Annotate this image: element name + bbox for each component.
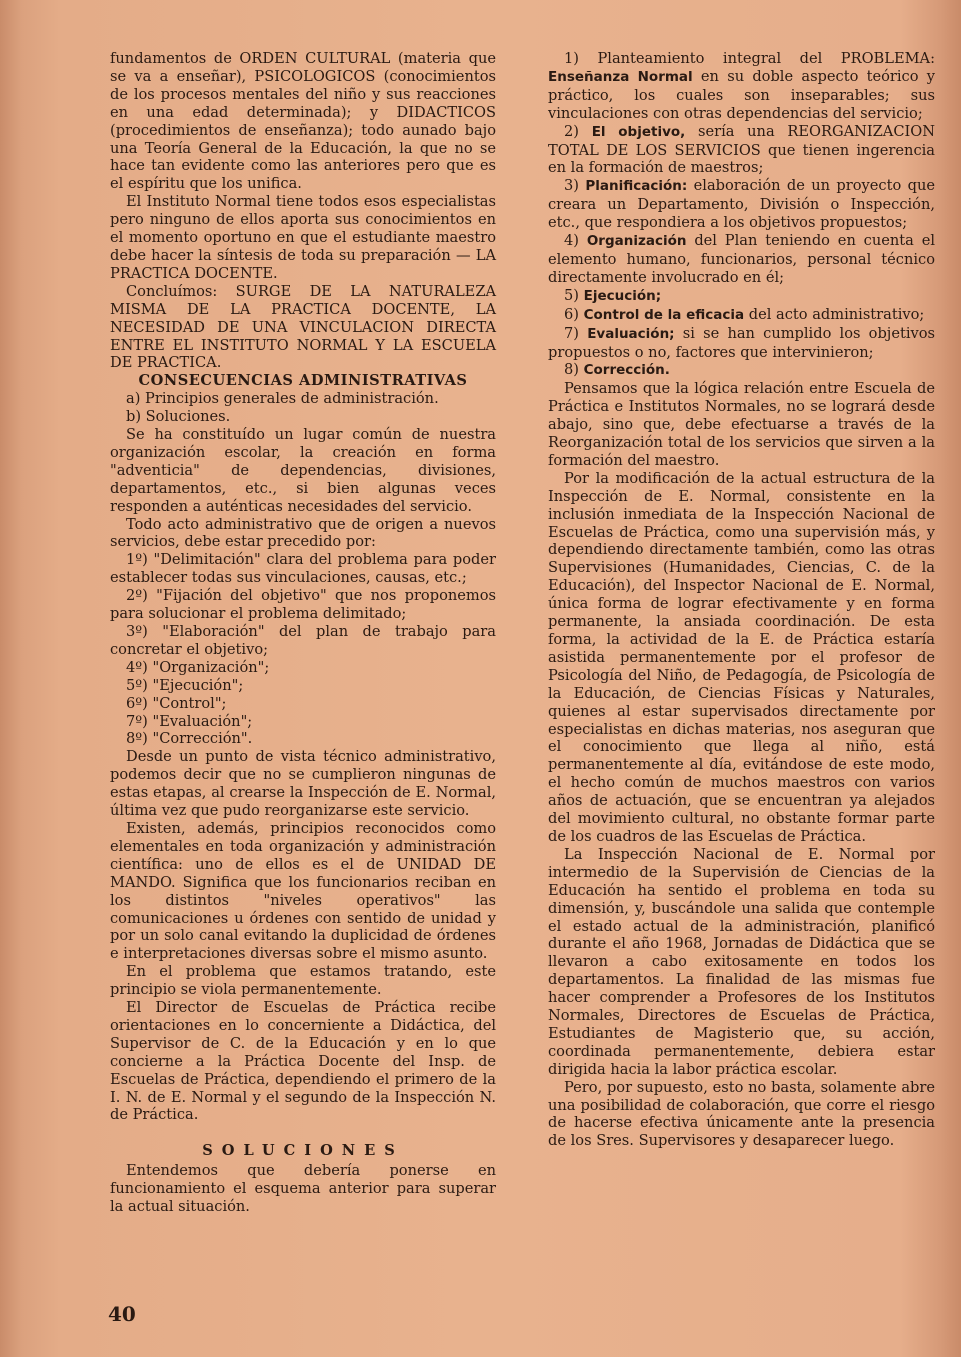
item-bold: Enseñanza Normal	[548, 68, 693, 85]
item-number: 1)	[564, 50, 579, 67]
list-item	[548, 123, 935, 178]
list-item: 8º) "Corrección".	[126, 730, 253, 748]
item-bold: Organización	[586, 233, 687, 250]
paragraph: Pero, por supuesto, esto no basta, solamente abre una posibilidad de colaboración, que corre el riesgo de hacerse efectiva únicamente ante la presencia de los Sres. Supervisores y desaparecer luego.	[548, 1078, 935, 1150]
paragraph: Existen, además, principios reconocidos como elementales en toda organización y administración científica: uno de ellos es el de UNIDAD DE MANDO. Significa que los funcionarios reciban en los distintos "niveles operativos" las comunicaciones u órdenes con sentido de unidad y por un solo canal evitando la duplicidad de órdenes e interpretaciones diversas sobre el mismo asunto.	[110, 819, 496, 963]
list-item: 7º) "Evaluación";	[126, 712, 253, 730]
paragraph: Entendemos que debería ponerse en funcionamiento el esquema anterior para superar la actual situación.	[110, 1162, 496, 1216]
paragraph: El Director de Escuelas de Práctica recibe orientaciones en lo concerniente a Didáctica, del Supervisor de C. de la Educación y en lo que concierne a la Práctica Docente del Insp. de Escuelas de Práctica, dependiendo el primero de la I. N. de E. Normal y el segundo de la Inspección N. de Práctica.	[110, 999, 496, 1124]
item-number: 2)	[564, 122, 579, 140]
section-heading: CONSECUENCIAS ADMINISTRATIVAS	[138, 372, 468, 390]
item-bold: El objetivo,	[591, 123, 686, 140]
paragraph: La Inspección Nacional de E. Normal por intermedio de la Supervisión de Ciencias de la Educación ha sentido el problema en toda su dimensión, y, buscándole una salida que contemple el estado actual de la administración, planificó durante el año 1968, Jornadas de Didáctica que se llevaron a cabo exitosamente en todos los departamentos. La finalidad de las mismas fue hacer comprender a Profesores de los Institutos Normales, Directores de Escuelas de Práctica, Estudiantes de Magisterio que, su acción, coordinada permanentemente, debiera estar dirigida hacia la labor práctica escolar.	[548, 845, 935, 1078]
list-item	[548, 325, 935, 362]
item-number: 8)	[564, 361, 579, 379]
item-bold: Control de la eficacia	[583, 306, 745, 323]
list-item	[548, 287, 935, 306]
right-column	[548, 50, 935, 1150]
item-bold: Ejecución;	[583, 287, 662, 304]
list-item: 2º) "Fijación del objetivo" que nos proponemos para solucionar el problema delimitado;	[110, 587, 496, 623]
item-text: elaboración de un proyecto que creara un Departamento, División o Inspección, etc., que respondiera a los objetivos propuestos;	[548, 177, 936, 232]
list-item: 6º) "Control";	[126, 694, 227, 712]
paragraph: Concluímos: SURGE DE LA NATURALEZA MISMA DE LA PRACTICA DOCENTE, LA NECESIDAD DE UNA VINCULACION DIRECTA ENTRE EL INSTITUTO NORMAL Y LA ESCUELA DE PRACTICA.	[110, 282, 496, 372]
item-number: 6)	[564, 305, 579, 323]
item-bold: Planificación:	[585, 178, 688, 195]
paragraph: Todo acto administrativo que de origen a nuevos servicios, debe estar precedido por:	[110, 515, 496, 551]
item-text: sería una REORGANIZACION TOTAL DE LOS SERVICIOS que tienen ingerencia en la formación de maestros;	[548, 122, 936, 177]
paragraph: Pensamos que la lógica relación entre Escuela de Práctica e Institutos Normales, no se logrará desde abajo, sino que, debe efectuarse a través de la Reorganización total de los servicios que sirven a la formación del maestro.	[548, 380, 935, 469]
item-text: si se han cumplido los objetivos propuestos o no, factores que intervinieron;	[548, 324, 936, 361]
list-item	[548, 50, 935, 123]
item-bold: Corrección.	[583, 362, 670, 379]
list-item	[548, 177, 935, 232]
list-item: 3º) "Elaboración" del plan de trabajo para concretar el objetivo;	[110, 623, 496, 658]
item-number: 7)	[564, 324, 579, 342]
list-item	[548, 306, 935, 325]
list-item: 4º) "Organización";	[126, 658, 270, 676]
paragraph: Desde un punto de vista técnico administrativo, podemos decir que no se cumplieron ningunas de estas etapas, al crearse la Inspección de E. Normal, última vez que pudo reorganizarse este servicio.	[110, 748, 496, 820]
paragraph: Se ha constituído un lugar común de nuestra organización escolar, la creación en forma "adventicia" de dependencias, divisiones, departamentos, etc., si bien algunas veces responden a auténticas necesidades del servicio.	[110, 426, 496, 515]
item-text: Planteamiento integral del PROBLEMA:	[597, 50, 936, 67]
list-item: 5º) "Ejecución";	[126, 676, 244, 694]
left-column	[110, 50, 496, 1216]
page-number: 40	[108, 1302, 136, 1326]
item-text: del acto administrativo;	[748, 305, 925, 323]
paragraph: En el problema que estamos tratando, este principio se viola permanentemente.	[110, 963, 496, 999]
item-number: 4)	[564, 232, 579, 250]
item-number: 5)	[564, 286, 579, 304]
item-bold: Evaluación;	[587, 325, 675, 342]
list-item: a) Principios generales de administración.	[126, 390, 439, 408]
paragraph: fundamentos de ORDEN CULTURAL (materia que se va a enseñar), PSICOLOGICOS (conocimientos de los procesos mentales del niño y sus reacciones en una edad determinada); y DIDACTICOS (procedimientos de enseñanza); todo aunado bajo una Teoría General de la Educación, la que no se hace tan evidente como las anteriores pero que es el espíritu que los unifica.	[110, 50, 496, 193]
section-heading: SOLUCIONES	[202, 1142, 404, 1160]
list-item	[548, 361, 935, 380]
item-text: en su doble aspecto teórico y práctico, los cuales son inseparables; sus vinculaciones con otras dependencias del servicio;	[548, 67, 935, 122]
paragraph: El Instituto Normal tiene todos esos especialistas pero ninguno de ellos aporta sus conocimientos en el momento oportuno en que el estudiante maestro debe hacer la síntesis de toda su preparación — LA PRACTICA DOCENTE.	[110, 193, 496, 282]
paragraph: Por la modificación de la actual estructura de la Inspección de E. Normal, consistente en la inclusión inmediata de la Inspección Nacional de Escuelas de Práctica, como una supervisión más, y dependiendo directamente también, como las otras Supervisiones (Humanidades, Ciencias, C. de la Educación), del Inspector Nacional de E. Normal, única forma de lograr efectivamente y en forma permanente, la ansiada coordinación. De esta forma, la actividad de la E. de Práctica estaría asistida permanentemente por el profesor de Psicología del Niño, de Pedagogía, de Psicología de la Educación, de Ciencias Físicas y Naturales, quienes al estar supervisados directamente por especialistas en dichas materias, nos aseguran que el conocimiento que llega al niño, está permanentemente al día, evitándose de este modo, el hecho común de muchos maestros con varios años de actuación, que se encuentran ya alejados del movimiento cultural, no obstante formar parte de los cuadros de las Escuelas de Práctica.	[548, 469, 935, 845]
item-number: 3)	[564, 177, 579, 195]
list-item	[548, 232, 935, 287]
list-item: 1º) "Delimitación" clara del problema para poder establecer todas sus vinculaciones, causas, etc.;	[110, 551, 496, 587]
item-text: del Plan teniendo en cuenta el elemento humano, funcionarios, personal técnico directamente involucrado en él;	[548, 232, 935, 286]
list-item: b) Soluciones.	[126, 408, 231, 426]
